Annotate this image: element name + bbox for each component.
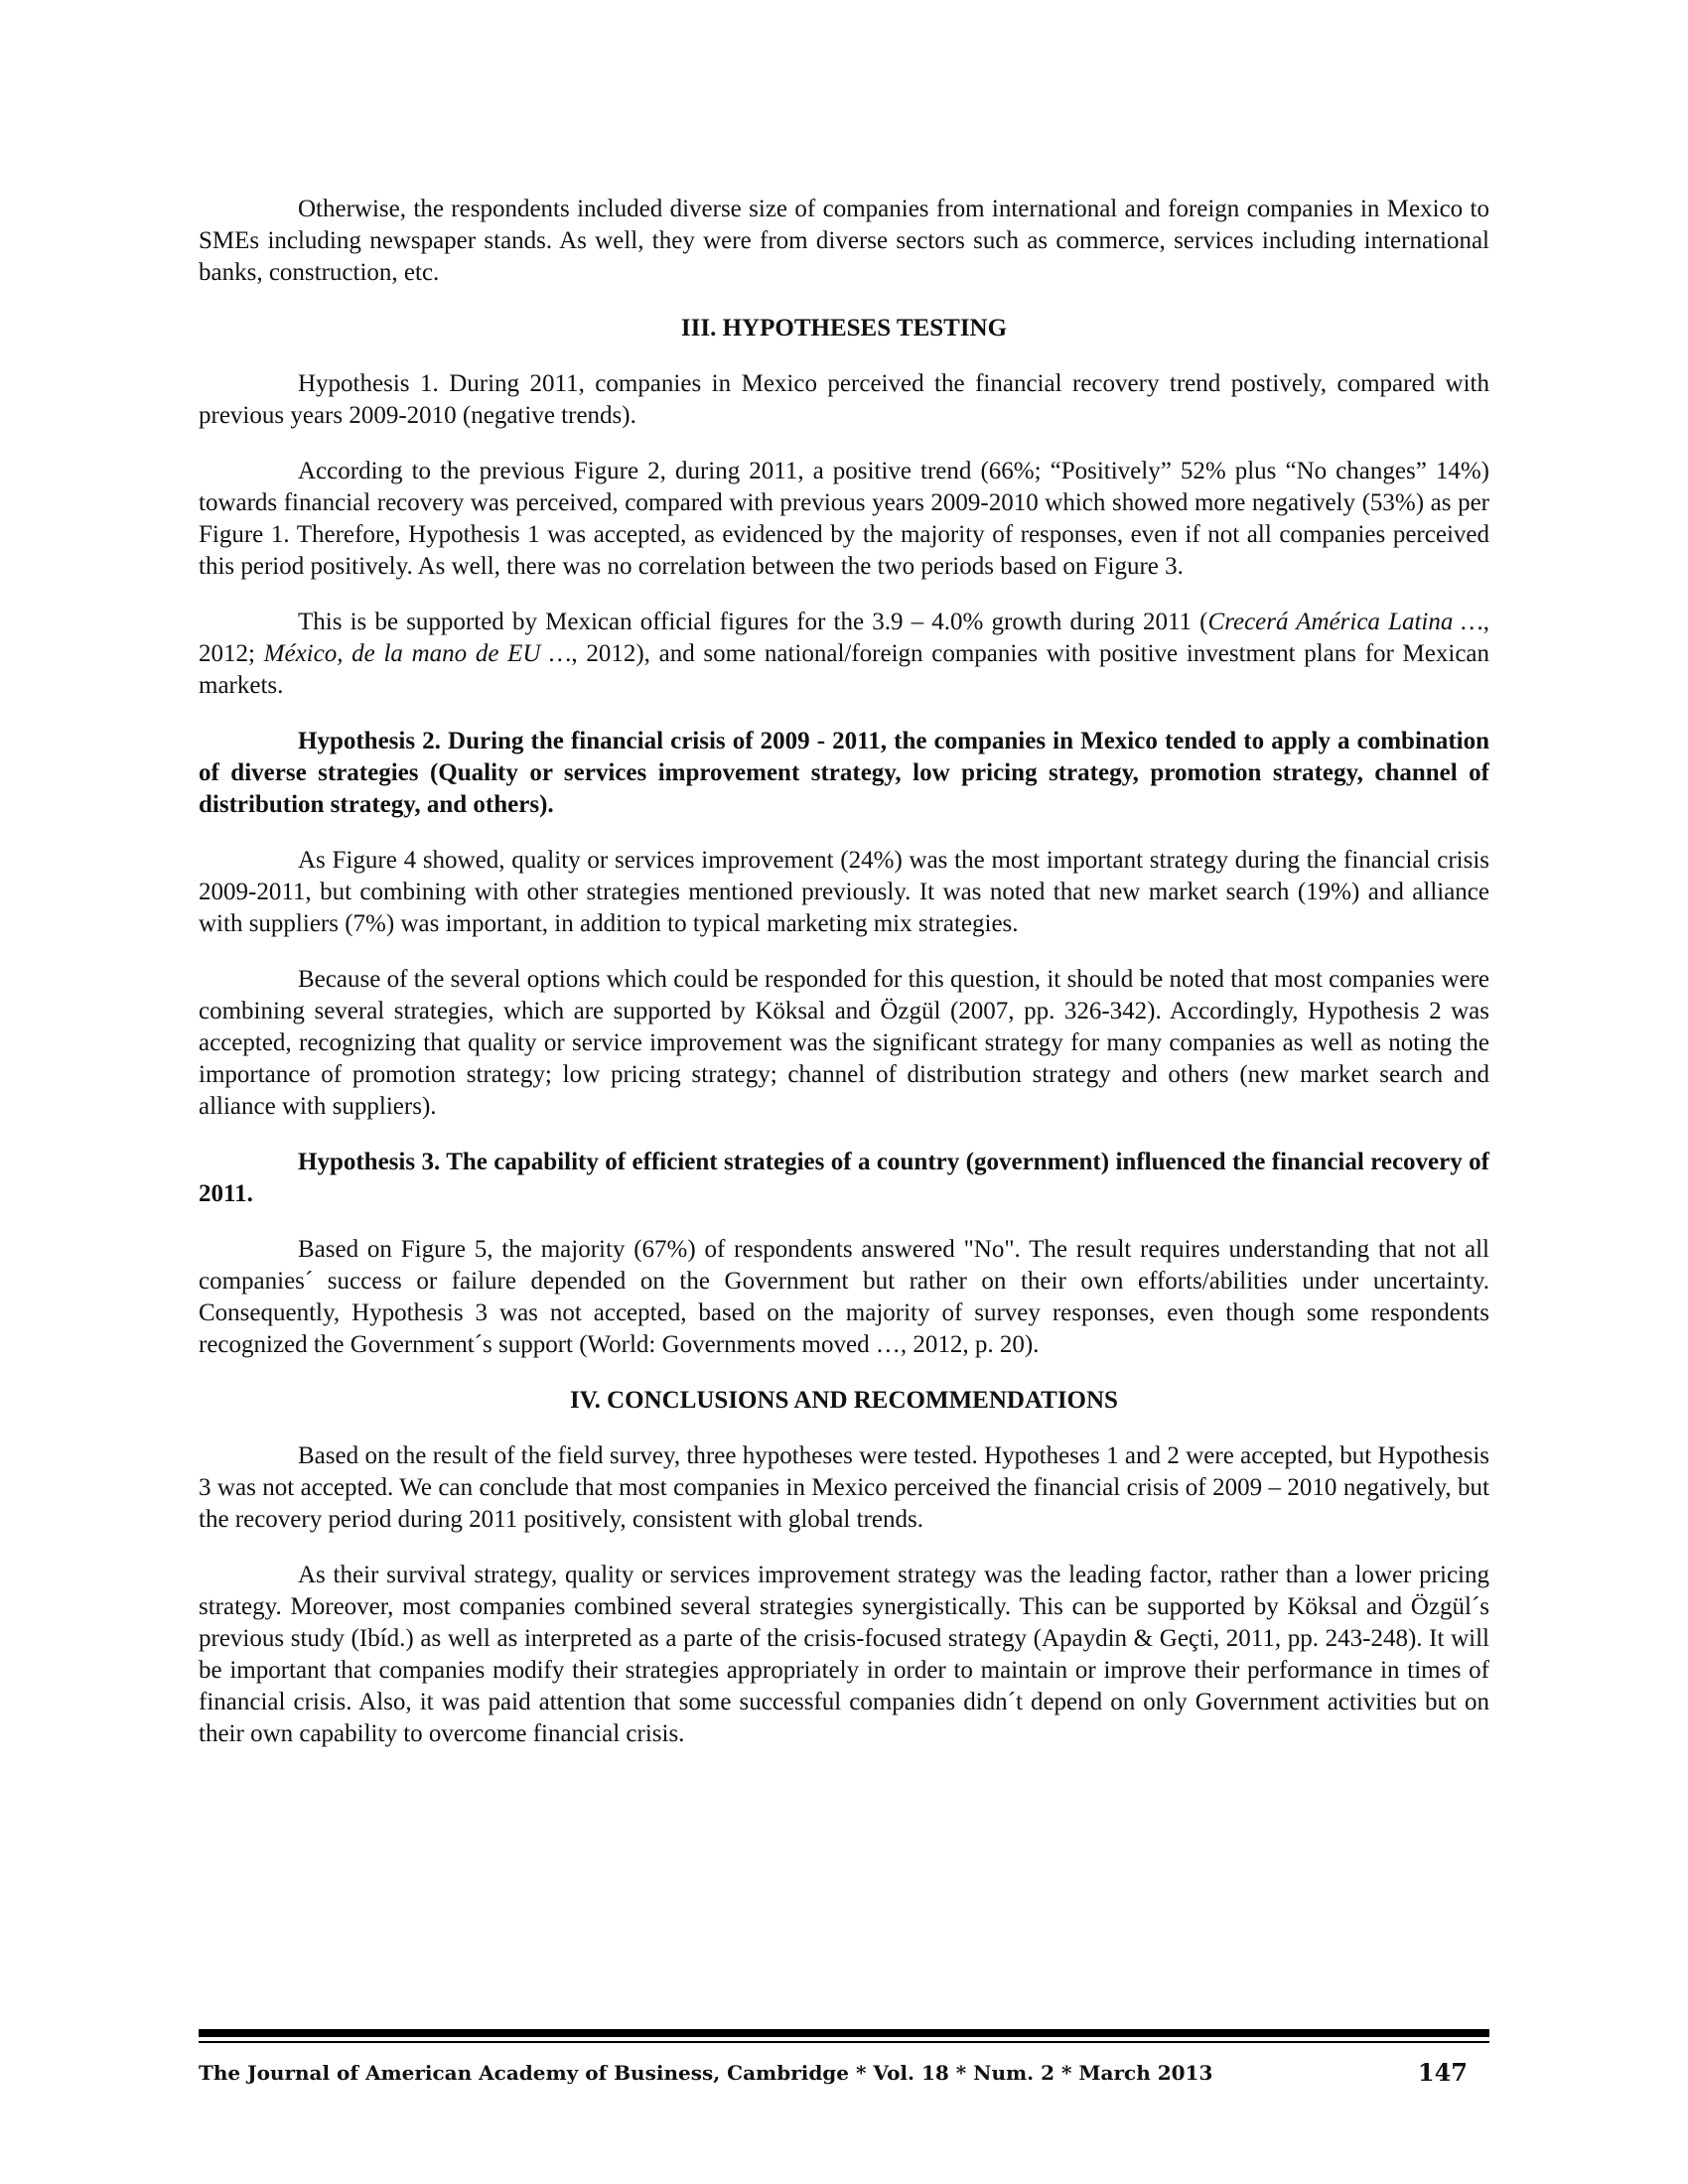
footer-rule-thick — [199, 2029, 1489, 2037]
paragraph-figure-5-discussion: Based on Figure 5, the majority (67%) of respondents answered "No". The result requires understanding that not all companies´ success or failure depended on the Government but rather on their own efforts/abilities under uncertainty. Consequently, Hypothesis 3 was not accepted, based on the majority of survey responses, even though some respondents recognized the Government´s support (World: Governments moved …, 2012, p. 20). — [199, 1236, 1489, 1358]
paragraph-hypothesis-1: Hypothesis 1. During 2011, companies in Mexico perceived the financial recovery trend postively, compared with previous years 2009-2010 (negative trends). — [199, 370, 1489, 429]
paragraph-figure-2-discussion: According to the previous Figure 2, during 2011, a positive trend (66%; “Positively” 52% plus “No changes” 14%) towards financial recovery was perceived, compared with previous years 2009-2010 which showed more negatively (53%) as per Figure 1. Therefore, Hypothesis 1 was accepted, as evidenced by the majority of responses, even if not all companies perceived this period positively. As well, there was no correlation between the two periods based on Figure 3. — [199, 458, 1489, 580]
page-body — [199, 194, 1489, 1750]
text-run: , 2012), and some national/foreign companies with positive investment plans for Mexican markets. — [199, 640, 1490, 699]
citation-mexico: México, de la mano de EU … — [263, 640, 572, 667]
text-run: This is be supported by Mexican official figures for the 3.9 – 4.0% growth during 2011 ( — [298, 609, 1208, 635]
paragraph-survival-strategy: As their survival strategy, quality or services improvement strategy was the leading factor, rather than a lower pricing strategy. Moreover, most companies combined several strategies synergistically. This can be supported by Köksal and Özgül´s previous study (Ibíd.) as well as interpreted as a parte of the crisis-focused strategy (Apaydin & Geçti, 2011, pp. 243-248). It will be important that companies modify their strategies appropriately in order to maintain or improve their performance in times of financial crisis. Also, it was paid attention that some successful companies didn´t depend on only Government activities but on their own capability to overcome financial crisis. — [199, 1562, 1489, 1747]
paragraph-hypothesis-2: Hypothesis 2. During the financial crisis of 2009 - 2011, the companies in Mexico tended to apply a combination of diverse strategies (Quality or services improvement strategy, low pricing strategy, promotion strategy, channel of distribution strategy, and others). — [199, 728, 1489, 818]
citation-crecera: Crecerá América Latina … — [1207, 609, 1483, 635]
paragraph-respondents: Otherwise, the respondents included diverse size of companies from international and foreign companies in Mexico to SMEs including newspaper stands. As well, they were from diverse sectors such as commerce, services including international banks, construction, etc. — [199, 196, 1489, 286]
paragraph-field-survey-result: Based on the result of the field survey, three hypotheses were tested. Hypotheses 1 and 2 were accepted, but Hypothesis 3 was not accepted. We can conclude that most companies in Mexico perceived the financial crisis of 2009 – 2010 negatively, but the recovery period during 2011 positively, consistent with global trends. — [199, 1442, 1489, 1533]
page-number: 147 — [1417, 2058, 1468, 2087]
paragraph-figure-4-discussion: As Figure 4 showed, quality or services improvement (24%) was the most important strategy during the financial crisis 2009-2011, but combining with other strategies mentioned previously. It was noted that new market search (19%) and alliance with suppliers (7%) was important, in addition to typical marketing mix strategies. — [199, 847, 1489, 937]
paragraph-hypothesis-3: Hypothesis 3. The capability of efficient strategies of a country (government) influenced the financial recovery of 2011. — [199, 1149, 1489, 1207]
paragraph-official-figures — [199, 607, 1489, 702]
paragraph-several-options: Because of the several options which could be responded for this question, it should be noted that most companies were combining several strategies, which are supported by Köksal and Özgül (2007, pp. 326-342). Accordingly, Hypothesis 2 was accepted, recognizing that quality or service improvement was the significant strategy for many companies as well as noting the importance of promotion strategy; low pricing strategy; channel of distribution strategy and others (new market search and alliance with suppliers). — [199, 966, 1489, 1120]
heading-conclusions: IV. CONCLUSIONS AND RECOMMENDATIONS — [570, 1387, 1118, 1414]
footer-rule-thin — [199, 2041, 1489, 2043]
heading-hypotheses-testing: III. HYPOTHESES TESTING — [680, 315, 1008, 341]
journal-citation: The Journal of American Academy of Business, Cambridge * Vol. 18 * Num. 2 * March 2013 — [199, 2061, 1213, 2085]
text-run: , 2012; — [199, 609, 1490, 667]
